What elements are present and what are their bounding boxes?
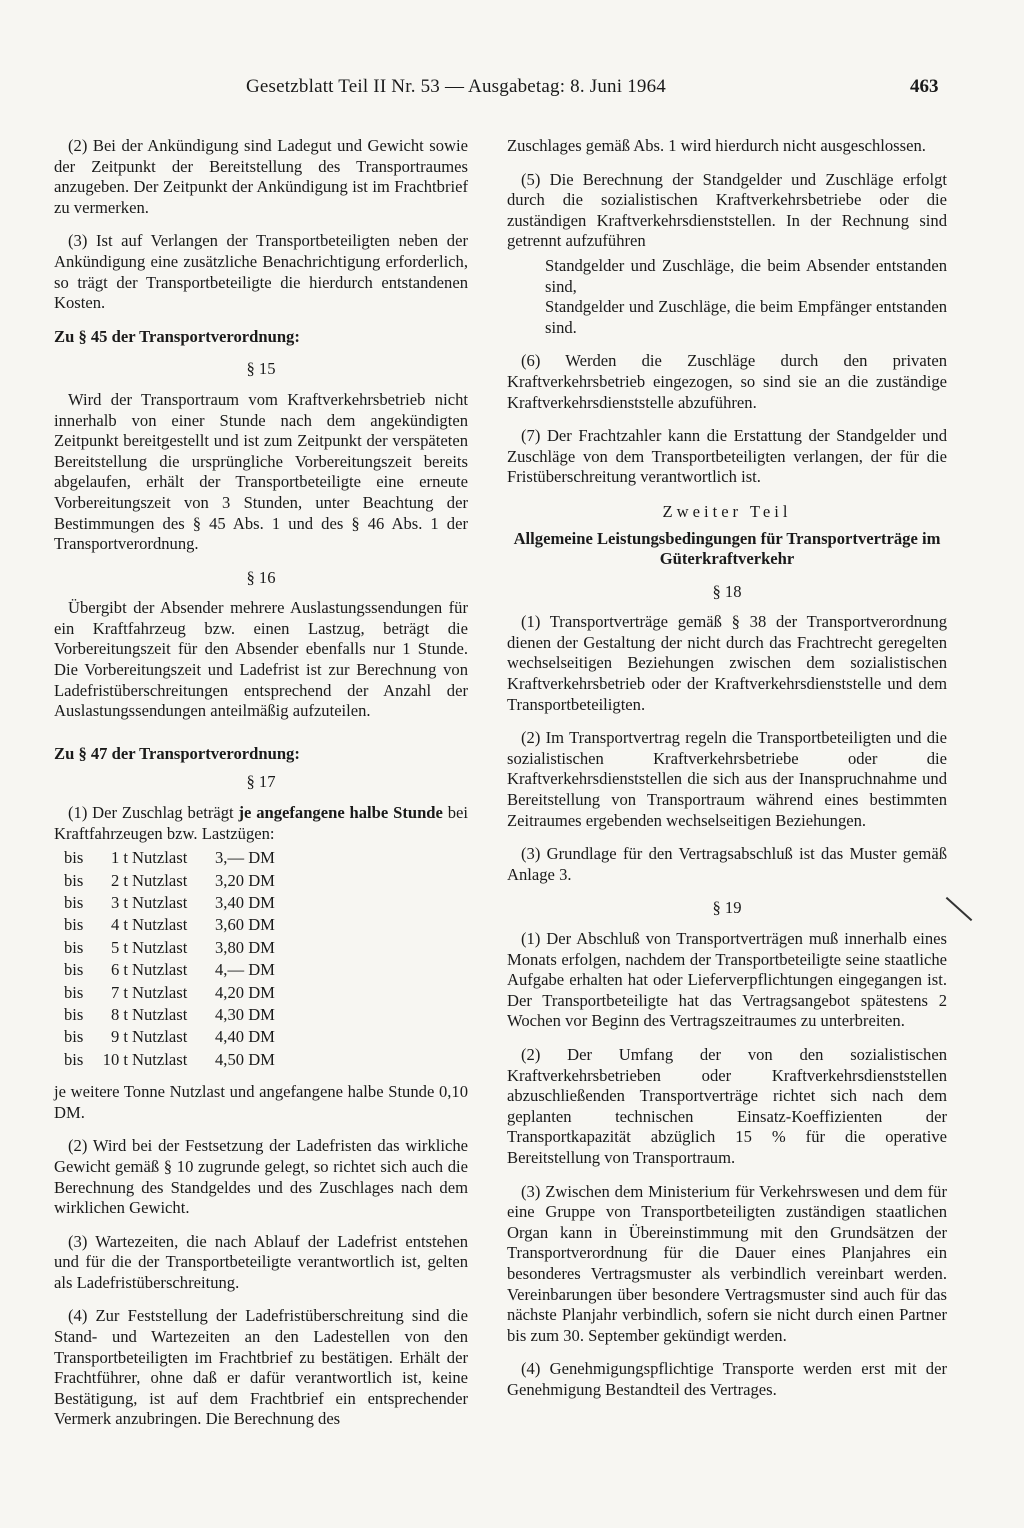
rate-bis: bis: [64, 982, 84, 1002]
rate-bis: bis: [64, 1049, 84, 1069]
rate-unit: Nutzlast: [132, 1027, 188, 1047]
rate-row: [64, 848, 295, 870]
rate-value: 3,80 DM: [215, 937, 275, 957]
section-number: § 17: [246, 772, 276, 792]
rate-tonnage: 7 t: [110, 982, 128, 1002]
rate-row: [64, 938, 295, 960]
paragraph: Wird der Transportraum vom Kraftverkehrsbetrieb nicht innerhalb von einer Stunde nach dem angekündigten Zeitpunkt bereitgestellt und ist zum Zeitpunkt der verspäteten Bereitstellung die ursprüngliche Vorbereitungszeit bereits abgelaufen, erhält der Transportbeteiligte eine erneute Vorbereitungszeit von 3 Stunden, unter Beachtung der Bestimmungen des § 45 Abs. 1 und des § 46 Abs. 1 der Transportverordnung.: [54, 389, 468, 554]
section-heading: Zu § 45 der Transportverordnung:: [54, 326, 300, 346]
rate-unit: Nutzlast: [132, 848, 188, 868]
paragraph: (5) Die Berechnung der Standgelder und Zuschläge erfolgt durch die sozialistischen Kraftverkehrsbetriebe oder die zuständigen Kraftverkehrsdienststellen. In der Rechnung sind getrennt aufzuführen: [507, 169, 947, 251]
rate-tonnage: 3 t: [110, 893, 128, 912]
page-header-title: Gesetzblatt Teil II Nr. 53 — Ausgabetag: 8. Juni 1964: [246, 76, 666, 97]
rate-bis: bis: [64, 1004, 84, 1024]
rate-tonnage: 8 t: [110, 1004, 128, 1024]
rate-value: 4,20 DM: [215, 982, 275, 1002]
rate-value: 3,20 DM: [215, 870, 275, 890]
rate-value: 4,50 DM: [215, 1049, 275, 1069]
rate-bis: bis: [64, 870, 84, 890]
rate-unit: Nutzlast: [132, 960, 188, 980]
rate-unit: Nutzlast: [132, 982, 188, 1002]
paragraph: Übergibt der Absender mehrere Auslastungssendungen für ein Kraftfahrzeug bzw. einen Lastzug, beträgt die Vorbereitungszeit für den Absender ebenfalls nur 1 Stunde. Die Vorbereitungszeit und Ladefrist ist zur Berechnung von Ladefristüberschreitungen entsprechend der Anzahl der Auslastungssendungen anteilmäßig aufzuteilen.: [54, 598, 468, 721]
rate-value: 4,30 DM: [215, 1004, 275, 1024]
rate-bis: bis: [64, 937, 84, 957]
list-item: Standgelder und Zuschläge, die beim Empfänger entstanden sind.: [545, 297, 947, 337]
left-column: [54, 136, 468, 1443]
paragraph: Zuschlages gemäß Abs. 1 wird hierdurch nicht ausgeschlossen.: [507, 136, 926, 155]
list-item: Standgelder und Zuschläge, die beim Absender entstanden sind,: [545, 255, 947, 296]
rate-tonnage: 2 t: [110, 870, 128, 890]
rate-bis: bis: [64, 1027, 84, 1047]
rate-tonnage: 4 t: [110, 915, 128, 935]
rate-unit: Nutzlast: [132, 1004, 188, 1024]
rate-value: 3,40 DM: [215, 893, 275, 912]
surcharge-rate-table: [64, 848, 295, 1072]
section-number: § 19: [712, 898, 742, 918]
paragraph: (3) Wartezeiten, die nach Ablauf der Ladefrist entstehen und für die der Transportbeteiligte verantwortlich ist, gelten als Ladefristüberschreitung.: [54, 1231, 468, 1292]
rate-tonnage: 1 t: [110, 848, 128, 868]
rate-row: [64, 1005, 295, 1027]
paragraph: je weitere Tonne Nutzlast und angefangene halbe Stunde 0,10 DM.: [54, 1082, 468, 1122]
paragraph: (3) Grundlage für den Vertragsabschluß ist das Muster gemäß Anlage 3.: [507, 844, 947, 884]
rate-unit: Nutzlast: [132, 893, 188, 912]
paragraph: (2) Wird bei der Festsetzung der Ladefristen das wirkliche Gewicht gemäß § 10 zugrunde gelegt, so richtet sich auch die Berechnung des Standgeldes und des Zuschlages nach dem wirklichen Gewicht.: [54, 1136, 468, 1218]
rate-value: 3,— DM: [215, 848, 275, 868]
rate-tonnage: 6 t: [110, 960, 128, 980]
rate-row: [64, 960, 295, 982]
section-number: § 15: [246, 359, 276, 379]
rate-value: 4,— DM: [215, 960, 275, 980]
rate-unit: Nutzlast: [132, 937, 188, 957]
paragraph: (6) Werden die Zuschläge durch den privaten Kraftverkehrsbetrieb eingezogen, so sind sie an die zuständige Kraftverkehrsdienststelle abzuführen.: [507, 351, 947, 412]
paragraph: (3) Ist auf Verlangen der Transportbeteiligten neben der Ankündigung eine zusätzliche Benachrichtigung erforderlich, so trägt der Transportbeteiligte die hierdurch entstandenen Kosten.: [54, 231, 468, 313]
section-number: § 18: [712, 581, 742, 601]
rate-row: [64, 983, 295, 1005]
rate-tonnage: 5 t: [110, 937, 128, 957]
paragraph: (4) Zur Feststellung der Ladefristüberschreitung sind die Stand- und Wartezeiten an den Ladestellen von den Transportbeteiligten im Frachtbrief zu bestätigen. Erhält der Frachtführer, ohne daß er dafür verantwortlich ist, keine Bestätigung, ist auf dem Frachtbrief ein entsprechender Vermerk anzubringen. Die Berechnung des: [54, 1306, 468, 1429]
rate-tonnage: 10 t: [102, 1049, 128, 1069]
part-title: Zweiter Teil: [662, 501, 792, 521]
rate-tonnage: 9 t: [110, 1027, 128, 1047]
paragraph: (4) Genehmigungspflichtige Transporte werden erst mit der Genehmigung Bestandteil des Vertrages.: [507, 1359, 947, 1399]
part-subtitle: Allgemeine Leistungsbedingungen für Transportverträge im Güterkraftverkehr: [513, 528, 941, 569]
paragraph: (2) Im Transportvertrag regeln die Transportbeteiligten und die sozialistischen Kraftverkehrsbetriebe oder die Kraftverkehrsdienststellen die sich aus der Inanspruchnahme und Bereitstellung von Transportraum während eines bestimmten Zeitraumes ergebenden wechselseitigen Beziehungen.: [507, 728, 947, 830]
stray-pen-mark: [946, 897, 973, 921]
rate-unit: Nutzlast: [132, 870, 188, 890]
rate-bis: bis: [64, 893, 84, 912]
page-number: 463: [910, 76, 939, 97]
section-number: § 16: [246, 567, 276, 587]
paragraph: (1) Transportverträge gemäß § 38 der Transportverordnung dienen der Gestaltung der nicht durch das Frachtrecht geregelten wechselseitigen Beziehungen zwischen dem sozialistischen Kraftverkehrsbetrieb oder der Kraftverkehrsdienststelle und dem Transportbeteiligten.: [507, 612, 947, 714]
bold-text: je angefangene halbe Stunde: [238, 803, 443, 823]
paragraph: (3) Zwischen dem Ministerium für Verkehrswesen und dem für eine Gruppe von Transportbeteiligten zuständigen staatlichen Organ kann in Übereinstimmung mit den Grundsätzen der Transportverordnung für die Dauer eines Planjahres ein besonderes Vertragsmuster als verbindlich vereinbart werden. Vereinbarungen über besondere Vertragsmuster sind auch für das nächste Planjahr verbindlich, sofern sie nicht durch einen Partner bis zum 30. September gekündigt werden.: [507, 1181, 947, 1345]
rate-unit: Nutzlast: [132, 1049, 188, 1069]
rate-row: [64, 915, 295, 937]
paragraph: (7) Der Frachtzahler kann die Erstattung der Standgelder und Zuschläge von dem Transportbeteiligten verlangen, der für die Fristüberschreitung verantwortlich ist.: [507, 426, 947, 487]
rate-unit: Nutzlast: [132, 915, 188, 935]
text-run: bei Kraftfahrzeugen bzw. Lastzügen:: [54, 803, 469, 843]
rate-row: [64, 893, 295, 915]
rate-value: 4,40 DM: [215, 1027, 275, 1047]
page-header: [0, 76, 1024, 106]
rate-bis: bis: [64, 960, 84, 980]
section-heading: Zu § 47 der Transportverordnung:: [54, 743, 300, 763]
paragraph: (2) Bei der Ankündigung sind Ladegut und Gewicht sowie der Zeitpunkt der Bereitstellung des Transportraumes anzugeben. Der Zeitpunkt der Ankündigung ist im Frachtbrief zu vermerken.: [54, 136, 468, 217]
right-column: [507, 136, 947, 1413]
rate-row: [64, 1050, 295, 1072]
rate-bis: bis: [64, 848, 84, 868]
paragraph: (1) Der Abschluß von Transportverträgen muß innerhalb eines Monats erfolgen, nachdem der Transportbeteiligte seine staatliche Aufgabe erhalten hat oder Lieferverpflichtungen eingegangen ist. Der Transportbeteiligte hat das Vertragsangebot spätestens 2 Wochen vor Beginn des Vertragszeitraumes zu unterbreiten.: [507, 929, 947, 1031]
rate-value: 3,60 DM: [215, 915, 275, 935]
rate-row: [64, 871, 295, 893]
rate-bis: bis: [64, 915, 84, 935]
paragraph: [54, 803, 468, 844]
rate-row: [64, 1027, 295, 1049]
text-run: (1) Der Zuschlag beträgt: [68, 803, 239, 823]
paragraph: (2) Der Umfang der von den sozialistischen Kraftverkehrsbetrieben oder Kraftverkehrsdienststellen abzuschließenden Transportverträge richtet sich nach dem geplanten technischen Einsatz-Koeffizienten der Transportkapazität abzüglich 15 % für die operative Bereitstellung von Transportraum.: [507, 1044, 947, 1167]
